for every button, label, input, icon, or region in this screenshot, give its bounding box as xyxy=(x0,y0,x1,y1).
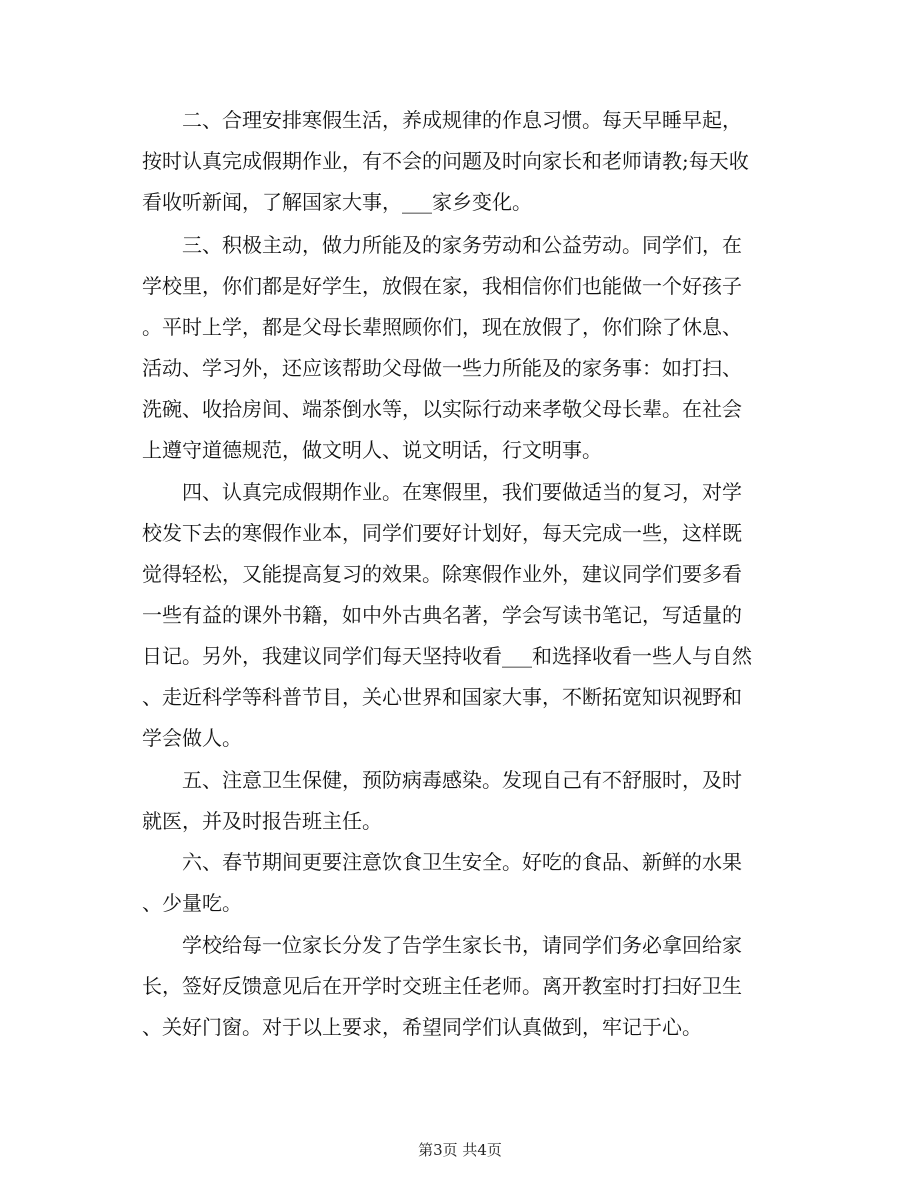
paragraph-point-2 xyxy=(142,100,782,223)
text-line: 学校给每一位家长分发了告学生家长书，请同学们务必拿回给家 xyxy=(182,933,742,957)
text-line: 长，签好反馈意见后在开学时交班主任老师。离开教室时打扫好卫生 xyxy=(142,974,742,998)
text-line: 活动、学习外，还应该帮助父母做一些力所能及的家务事：如打扫、 xyxy=(142,356,742,380)
text-line: 四、认真完成假期作业。在寒假里，我们要做适当的复习，对学 xyxy=(182,480,742,504)
text-line: 、关好门窗。对于以上要求，希望同学们认真做到，牢记于心。 xyxy=(142,1015,702,1039)
text-line: 学校里，你们都是好学生，放假在家，我相信你们也能做一个好孩子 xyxy=(142,274,742,298)
text-line: 日记。另外，我建议同学们每天坚持收看___和选择收看一些人与自然 xyxy=(142,644,752,668)
text-line: 、少量吃。 xyxy=(142,891,242,915)
text-line: 二、合理安排寒假生活，养成规律的作息习惯。每天早睡早起， xyxy=(182,108,742,132)
text-line: 觉得轻松，又能提高复习的效果。除寒假作业外，建议同学们要多看 xyxy=(142,562,742,586)
paragraph-point-4 xyxy=(142,472,782,759)
paragraph-closing xyxy=(142,925,782,1048)
paragraph-point-3 xyxy=(142,225,782,471)
page-number-footer: 第3页 共4页 xyxy=(418,1141,502,1159)
text-line: 校发下去的寒假作业本，同学们要好计划好，每天完成一些，这样既 xyxy=(142,521,742,545)
paragraph-point-5 xyxy=(142,760,782,842)
text-line: 一些有益的课外书籍，如中外古典名著，学会写读书笔记，写适量的 xyxy=(142,603,742,627)
text-line: 六、春节期间更要注意饮食卫生安全。好吃的食品、新鲜的水果 xyxy=(182,850,742,874)
text-line: 按时认真完成假期作业，有不会的问题及时向家长和老师请教;每天收 xyxy=(142,149,749,173)
text-line: 学会做人。 xyxy=(142,726,242,750)
text-line: 上遵守道德规范，做文明人、说文明话，行文明事。 xyxy=(142,438,602,462)
text-line: 就医，并及时报告班主任。 xyxy=(142,809,382,833)
text-line: 五、注意卫生保健，预防病毒感染。发现自己有不舒服时，及时 xyxy=(182,768,742,792)
text-line: 洗碗、收拾房间、端茶倒水等，以实际行动来孝敬父母长辈。在社会 xyxy=(142,397,742,421)
text-line: 、走近科学等科普节目，关心世界和国家大事，不断拓宽知识视野和 xyxy=(142,685,742,709)
text-line: 看收听新闻，了解国家大事，___家乡变化。 xyxy=(142,190,532,214)
paragraph-point-6 xyxy=(142,842,782,924)
text-line: 。平时上学，都是父母长辈照顾你们，现在放假了，你们除了休息、 xyxy=(142,315,742,339)
text-line: 三、积极主动，做力所能及的家务劳动和公益劳动。同学们，在 xyxy=(182,233,742,257)
